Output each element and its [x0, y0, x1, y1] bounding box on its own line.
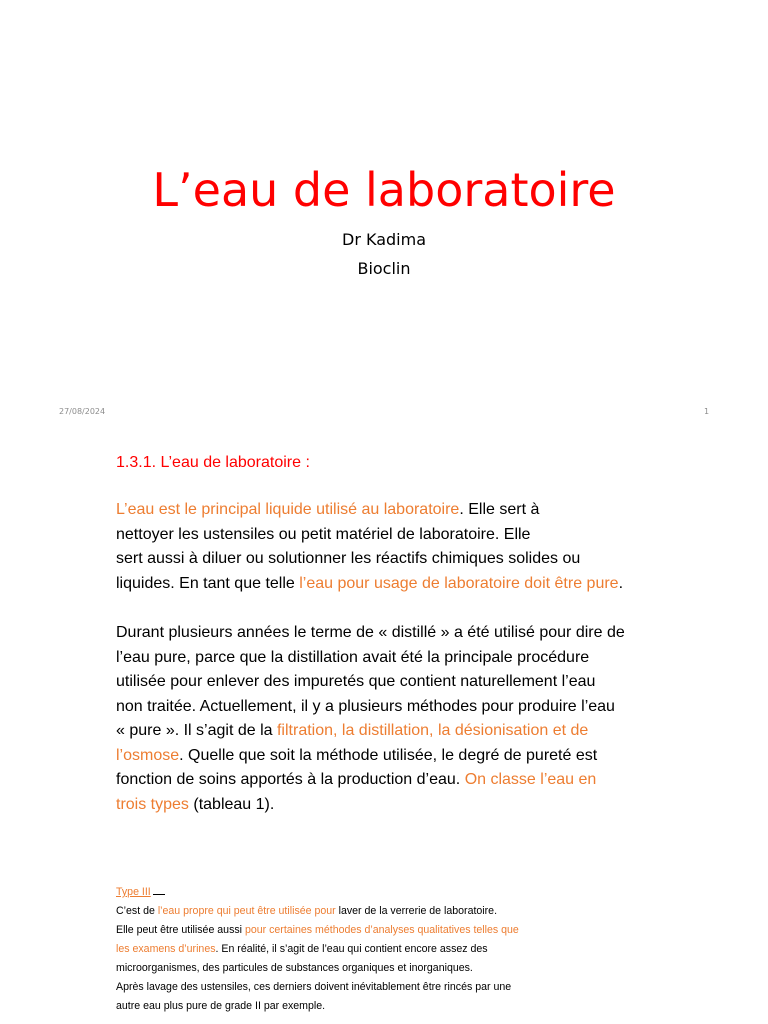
highlight-text: l’osmose: [116, 746, 180, 764]
highlight-text: trois types: [116, 795, 189, 813]
paragraph-line: non traitée. Actuellement, il y a plusieurs méthodes pour produire l’eau: [116, 697, 615, 715]
paragraph-line: [116, 572, 656, 597]
paragraph-1: [116, 498, 656, 596]
footer-date: 27/08/2024: [59, 407, 106, 416]
slide-title: L’eau de laboratoire: [152, 163, 616, 217]
type-iii-label: [116, 883, 576, 902]
paragraph-line: [116, 719, 656, 744]
highlight-text: l’eau pour usage de laboratoire doit être pure: [299, 574, 619, 592]
description-line: [116, 940, 576, 959]
text: Elle peut être utilisée aussi: [116, 924, 245, 937]
text: liquides. En tant que telle: [116, 574, 300, 592]
paragraph-line: nettoyer les ustensiles ou petit matériel de laboratoire. Elle: [116, 525, 531, 543]
text: « pure ». Il s’agit de la: [116, 722, 277, 739]
description-line: [116, 902, 576, 921]
text: C’est de: [116, 905, 158, 917]
text: laver de la verrerie de laboratoire.: [335, 905, 498, 917]
footer-page-number: 1: [704, 407, 710, 416]
text: . En réalité, il s’agit de l’eau qui contient encore assez des: [215, 943, 488, 956]
text: . Quelle que soit la méthode utilisée, le degré de pureté est: [179, 746, 598, 764]
highlight-text: l’eau propre qui peut être utilisée pour: [157, 905, 336, 917]
highlight-text: les examens d’urines: [116, 943, 216, 956]
paragraph-line: Durant plusieurs années le terme de « distillé » a été utilisé pour dire de: [116, 624, 625, 641]
paragraph-line: [116, 498, 656, 523]
description-line: microorganismes, des particules de substances organiques et inorganiques.: [116, 962, 473, 975]
paragraph-line: [116, 768, 656, 793]
paragraph-2: [116, 621, 656, 817]
paragraph-line: l’eau pure, parce que la distillation avait été la principale procédure: [116, 648, 590, 666]
paragraph-line: [116, 793, 656, 818]
text: . Elle sert à: [459, 501, 540, 518]
highlight-text: On classe l’eau en: [464, 771, 597, 788]
description-line: autre eau plus pure de grade II par exemple.: [116, 1000, 326, 1013]
text: fonction de soins apportés à la production d’eau.: [116, 771, 465, 788]
description-line: [116, 921, 576, 940]
description-line: Après lavage des ustensiles, ces derniers doivent inévitablement être rincés par une: [116, 981, 512, 994]
underline-mark: [153, 885, 165, 895]
paragraph-line: utilisée pour enlever des impuretés que contient naturellement l’eau: [116, 673, 596, 690]
text: .: [618, 574, 624, 592]
paragraph-line: [116, 744, 656, 769]
slide-author: Dr Kadima: [342, 230, 426, 249]
highlight-text: L’eau est le principal liquide utilisé au laboratoire: [116, 501, 460, 518]
highlight-text: pour certaines méthodes d’analyses qualitatives telles que: [244, 924, 519, 937]
type-iii-description: [116, 902, 576, 1017]
highlight-text: filtration, la distillation, la désionisation et de: [276, 722, 589, 739]
slide-organization: Bioclin: [357, 259, 411, 278]
paragraph-line: sert aussi à diluer ou solutionner les réactifs chimiques solides ou: [116, 550, 581, 567]
section-heading: 1.3.1. L’eau de laboratoire :: [116, 454, 310, 471]
text: (tableau 1).: [188, 795, 275, 813]
type-label-text: Type III: [116, 886, 151, 898]
